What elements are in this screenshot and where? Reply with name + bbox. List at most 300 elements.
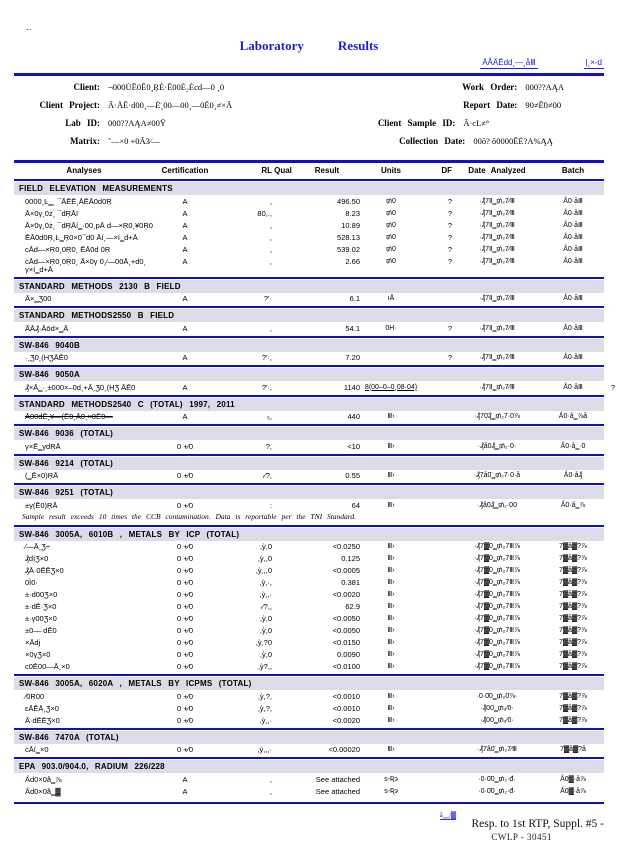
cell-result: <0.0005 — [332, 566, 360, 575]
cell-rl: ,ỳ,?0 — [255, 638, 272, 647]
section-note: Sample result exceeds 10 times the CCB contamination. Data is reportable per the TNI Standard. — [22, 512, 357, 521]
analysis-name: ±·dĒ·Ʒ×0 — [25, 602, 57, 611]
info-label: Work Order: — [462, 82, 518, 92]
analysis-name: Ǻd0×0å‗⅞ — [25, 774, 62, 784]
cell-analyses — [14, 590, 154, 599]
cell-batch: 7▓å▓?å — [560, 746, 586, 753]
cell-units: Ⅲ› — [387, 579, 395, 586]
cell-units: 0H· — [385, 324, 397, 332]
cell-certification: A — [182, 774, 188, 784]
cell-units: Ⅲ› — [387, 746, 395, 753]
cell-batch: Ǻ0·åⅢ — [563, 197, 583, 205]
analysis-name: 0000¸Ŀ‗¸ ¯ĀĒĒ¸ĀĒĀ0d0Ŗ — [25, 196, 112, 206]
cell-certification: A — [182, 382, 188, 392]
section-header: SW-846 9050A — [14, 368, 604, 381]
cell-result: 2.66 — [345, 256, 360, 266]
cell-date-analyzed: ·₰00‗₥₂∕0· — [480, 704, 514, 712]
cell-batch: Ǻ0▓·å⅞ — [560, 775, 586, 783]
cell-date-analyzed: ·₰7▓0‗₥₂7Ⅲ⅞ — [474, 663, 520, 670]
analysis-name: Ā·dĒĒƷ×0 — [25, 715, 60, 725]
cell-rl: ,ỳ,,· — [259, 715, 272, 725]
cell-units: Ⅲ› — [387, 472, 395, 479]
cell-result: <0.0010 — [332, 703, 360, 713]
column-header-5: Result — [314, 166, 340, 175]
corner-mark: -· — [26, 24, 32, 34]
analysis-name: Ā00dĒ¸¥—(Ē0¸Ā0¸×0Ē0— — [25, 412, 113, 421]
cell-result: 0.381 — [341, 578, 360, 587]
analysis-name: ∕—Ā¸Ʒ÷ — [25, 542, 50, 551]
section-header: FIELD ELEVATION MEASUREMENTS — [14, 182, 604, 195]
cell-result: <0.0100 — [332, 662, 360, 671]
cell-analyses — [14, 692, 154, 701]
analysis-name: Ā×0γ¸0ż¸ ¯dŖĀí‗·00¸pĀ d—×Ŗ0¸¥0Ŗ0 — [25, 220, 153, 230]
cell-batch: Ǻ0·åⅢ — [563, 245, 583, 253]
column-header-9: Batch — [561, 166, 585, 175]
cell-units: ѕ‐Ʀ϶ — [384, 775, 398, 783]
cell-units: ѕ‐Ʀ϶ — [384, 787, 398, 795]
cell-result: 0.55 — [345, 471, 360, 480]
cell-analyses — [14, 442, 154, 451]
cell-df: ? — [447, 353, 452, 362]
table-row — [14, 470, 604, 482]
table-row — [14, 702, 604, 714]
cell-df: ? — [447, 256, 452, 266]
analysis-name: cĀí‗×0 — [25, 745, 49, 754]
analysis-name: ₰×Ā‗·¸±000×–0d¸+Ā¸Ʒ0¸(HƷ ĀĒ0 — [25, 382, 136, 392]
cell-analyses — [14, 221, 154, 230]
analysis-name: cĀd—×Ŗ0¸0Ŗ0¸ ĒĀ0d 0Ŗ — [25, 244, 111, 254]
cell-rl: , — [269, 232, 272, 242]
cell-result: <0.0010 — [332, 691, 360, 701]
cell-result: 64 — [351, 500, 360, 510]
cell-date-analyzed: ·₰å0₰‗₥₂·00 — [477, 501, 517, 509]
section-header: STANDARD METHODS2540 C (TOTAL) 1997, 2011 — [14, 398, 604, 411]
cell-units: ıĀ — [387, 295, 395, 302]
section-separator — [14, 757, 604, 759]
cell-date-analyzed: ·₰7Ⅱ‗₥₂7∕Ⅲ — [479, 245, 515, 253]
cell-result: 54.1 — [345, 323, 360, 333]
cell-units: ₥0 — [386, 233, 396, 241]
column-header-6: Units — [381, 166, 401, 175]
cell-batch: Ǻ0·åⅢ — [563, 295, 583, 302]
cell-date-analyzed: ·₰7▓0‗₥₂7Ⅲ⅞ — [474, 651, 520, 658]
cell-result: <0.0250 — [332, 542, 360, 551]
table-row — [14, 195, 604, 207]
cell-date-analyzed: ·₰7▓0‗₥₂7Ⅲ⅞ — [474, 603, 520, 610]
table-row — [14, 649, 604, 661]
cell-date-analyzed: ·₰7▓0‗₥₂7Ⅲ⅞ — [474, 591, 520, 598]
cell-certification: A — [182, 323, 188, 333]
cell-units: ₥0 — [386, 221, 396, 229]
cell-analyses — [14, 626, 154, 635]
column-header-3: RL — [261, 166, 272, 175]
cell-date-analyzed: ·₰7▓0‗₥₂7Ⅲ⅞ — [474, 579, 520, 586]
cell-batch: 7▓å▓?⅞ — [559, 615, 587, 622]
cell-result: <0.00020 — [328, 745, 360, 754]
info-label: Client Sample ID: — [377, 118, 456, 128]
analysis-name: Ǻd0×0å‗▓ — [25, 786, 61, 796]
cell-batch: Ǻ0·åⅢ — [563, 221, 583, 229]
cell-date-analyzed: ·₰7Ⅱ‗₥₂7∕Ⅲ — [479, 233, 515, 241]
footer-garble-link[interactable]: å‗‗∕▓ — [439, 811, 456, 819]
cell-certification: A — [182, 244, 188, 254]
table-row — [14, 553, 604, 565]
analysis-name: ĒĀ0d0Ŗ¸Ŀ‗Ŗ0×0¯d0 Āí¸—×í‗d+Ā — [25, 232, 138, 242]
analysis-name: εĀĒĀ¸Ʒ×0 — [25, 703, 59, 713]
section-separator — [14, 277, 604, 279]
cell-rl: ,ỳ?,, — [257, 662, 272, 671]
cell-result: 62.9 — [345, 602, 360, 611]
cell-certification: A — [182, 232, 188, 242]
cell-batch: 7▓å▓?⅞ — [559, 704, 587, 712]
cell-rl: ,ỳ,,,· — [257, 745, 272, 754]
row-tail-flag: ? — [610, 383, 615, 392]
info-right — [331, 82, 604, 154]
cell-rl: ?'·, — [261, 353, 272, 362]
cell-analyses — [14, 650, 154, 659]
table-row — [14, 243, 604, 255]
analysis-name: ×0γƷ×0 — [25, 650, 51, 659]
cell-rl: ·∕?, — [261, 471, 272, 480]
table-row — [14, 714, 604, 726]
cell-units: Ⅲ› — [387, 639, 395, 646]
cell-df: ? — [447, 196, 452, 206]
section-header: SW-846 9214 (TOTAL) — [14, 457, 604, 470]
cell-date-analyzed: ·₰7Ⅱ‗₥₂7∕Ⅲ — [479, 383, 515, 391]
title-results: Results — [337, 38, 379, 53]
cell-result: 1140 — [343, 382, 360, 392]
analysis-name: 0Ì0· — [25, 578, 38, 587]
cell-batch: Ǻ0·åⅢ — [563, 257, 583, 265]
cell-date-analyzed: ·0·0̈0‗₥₂·đ· — [478, 775, 516, 783]
table-row — [14, 744, 604, 756]
cell-analyses — [14, 233, 154, 242]
cell-units: Ⅲ› — [387, 627, 395, 634]
table-body — [14, 182, 615, 804]
info-left — [14, 82, 331, 154]
info-value: 000??AĄA≠00Ÿ — [108, 118, 167, 128]
cell-certification: A — [182, 256, 188, 266]
cell-result: 440 — [347, 412, 360, 421]
cell-units: ₥0 — [386, 257, 396, 265]
cell-date-analyzed: ·₰7Ⅱ‗₥₂7∕Ⅲ — [479, 257, 515, 265]
table-row — [14, 499, 604, 511]
cell-batch: 7▓å▓?⅞ — [559, 543, 587, 550]
cell-certification: 0 +∕0 — [176, 500, 194, 510]
cell-date-analyzed: ·₰7▓0‗₥₂7Ⅲ⅞ — [474, 555, 520, 562]
cell-certification: 0 +∕0 — [176, 590, 194, 599]
cell-result: <0.0020 — [332, 715, 360, 725]
cell-df: ? — [447, 220, 452, 230]
cell-analyses — [14, 197, 154, 206]
cell-rl: ,ỳ,,0 — [257, 554, 272, 563]
column-header-2: Certification — [161, 166, 209, 175]
analysis-name: ·¸Ʒ0¸(HƷĀĒ0 — [25, 353, 68, 362]
table-header-rule — [14, 179, 604, 181]
table-row — [14, 255, 604, 275]
info-label: Matrix: — [70, 136, 100, 146]
cell-date-analyzed: ·₰7Ⅱ‗₥₂7∕Ⅲ — [479, 209, 515, 217]
cell-certification: 0 +∕0 — [176, 662, 194, 671]
header-link-1[interactable]: ÄÅÄĒdd¸—¸åⅢ — [482, 58, 536, 67]
info-value: 000??AĄA — [525, 82, 565, 92]
cell-result: <10 — [347, 441, 360, 451]
cell-batch: 7▓å▓?⅞ — [559, 591, 587, 598]
info-value: 90≠Ē̈0≠00 — [525, 100, 562, 110]
cell-certification: 0 +∕0 — [176, 715, 194, 725]
table-row — [14, 577, 604, 589]
cell-analyses — [14, 542, 154, 551]
table-row — [14, 352, 604, 364]
cell-rl: ,ỳ,,,0 — [255, 566, 272, 575]
section-separator — [14, 525, 604, 527]
section-separator — [14, 454, 604, 456]
section-separator — [14, 483, 604, 485]
cell-result: <0.0050 — [332, 626, 360, 635]
table-row — [14, 773, 604, 785]
section-separator — [14, 674, 604, 676]
cell-df: ? — [447, 232, 452, 242]
table-header-row — [14, 163, 604, 177]
cell-units: Ⅲ› — [387, 555, 395, 562]
cell-analyses — [14, 602, 154, 611]
analysis-name: ₰Ā·0ĒĒƷ×0 — [25, 566, 64, 575]
cell-rl: ,ỳ,0 — [259, 614, 272, 623]
analysis-name: ×Ādj — [25, 638, 41, 647]
cell-result: 539.02 — [337, 244, 360, 254]
section-header: SW-846 3005A, 6020A , METALS BY ICPMS (TOTAL) — [14, 677, 604, 690]
cell-analyses — [14, 638, 154, 647]
cell-result: 7.20 — [345, 353, 360, 362]
cell-analyses — [14, 662, 154, 671]
cell-result: 528.13 — [337, 232, 360, 242]
cell-analyses — [14, 566, 154, 575]
cell-date-analyzed: ·₰å0₰‗₥₂·0· — [477, 442, 517, 450]
info-row — [14, 82, 331, 100]
analysis-name-line2: γ×í‗d+Ā — [25, 264, 53, 274]
cell-certification: 0 +∕0 — [176, 441, 194, 451]
cell-result: <0.0150 — [332, 638, 360, 647]
cell-units: ₥0 — [386, 245, 396, 253]
analysis-name: ±0—·dĒ0 — [25, 626, 57, 635]
cell-rl: ,ỳ,0 — [259, 626, 272, 635]
cell-units: Ⅲ› — [387, 567, 395, 574]
info-label: Client: — [73, 82, 100, 92]
cell-date-analyzed: ·₰7▓0‗₥₂7Ⅲ⅞ — [474, 615, 520, 622]
table-row — [14, 207, 604, 219]
analysis-name: Ā×0γ¸0ż¸ ¯dŖĀï — [25, 208, 79, 218]
cell-rl: ,ỳ,0 — [259, 650, 272, 659]
cell-batch: Ǻ0·å‗⅞ — [560, 501, 586, 509]
cell-certification: A — [182, 786, 188, 796]
info-row — [331, 136, 604, 154]
info-value: ΅—×0 +0Ā3∕— — [108, 136, 160, 146]
analysis-name: ±·γ00Ʒ×0 — [25, 614, 57, 623]
analysis-name: ±·d00Ʒ×0 — [25, 590, 58, 599]
cell-date-analyzed: ·₰7å0̈‗₥₂7∕Ⅲ — [477, 746, 517, 753]
header-link-2[interactable]: ļ¸×‐d — [585, 58, 602, 67]
cell-rl: , — [269, 256, 272, 266]
cell-rl: ₅, — [266, 412, 272, 421]
column-header-1: Analyses — [66, 166, 102, 175]
page-title — [14, 0, 604, 54]
cell-units: Ⅲ› — [387, 651, 395, 658]
cell-certification: A — [182, 208, 188, 218]
header-links — [14, 58, 604, 71]
cell-analyses — [14, 245, 154, 254]
section-separator — [14, 336, 604, 338]
info-value: 00ŏ? ŏ0000ĒĖ?A%ĄĄ — [473, 136, 553, 146]
cell-date-analyzed: ·₰7▓0‗₥₂7Ⅲ⅞ — [474, 639, 520, 646]
report-info — [14, 76, 604, 158]
cell-certification: A — [182, 353, 188, 362]
cell-analyses — [14, 209, 154, 218]
cell-analyses — [14, 412, 154, 421]
cell-result: 496.50 — [337, 196, 360, 206]
cell-df: ? — [447, 208, 452, 218]
cell-rl: ,ỳ,,· — [259, 590, 272, 599]
cell-analyses — [14, 704, 154, 713]
cell-analyses — [14, 554, 154, 563]
section-separator — [14, 365, 604, 367]
table-row — [14, 637, 604, 649]
table-row — [14, 625, 604, 637]
cell-result: <0.0020 — [332, 590, 360, 599]
cell-date-analyzed: ·0·0̈0‗₥₂·đ· — [478, 787, 516, 795]
table-row — [14, 785, 604, 797]
cell-analyses — [14, 614, 154, 623]
cell-analyses — [14, 578, 154, 587]
section-separator — [14, 306, 604, 308]
cell-analyses — [14, 471, 154, 480]
table-row — [14, 565, 604, 577]
cell-units: ₥0 — [386, 197, 396, 205]
cell-result: 6.1 — [349, 294, 360, 303]
cell-batch: Ǻ0·å‗⅞å — [558, 413, 588, 420]
cell-rl: ·∕?,, — [259, 602, 272, 611]
cell-rl: ,ỳ,?, — [257, 703, 272, 713]
analysis-name: ±γ(Ē0)ŖĀ — [25, 500, 58, 510]
section-header: STANDARD METHODS 2130 B FIELD — [14, 280, 604, 293]
cell-result: 0.125 — [341, 554, 360, 563]
analysis-name: ∕0Ŗ00 — [25, 691, 45, 701]
cell-certification: A — [182, 220, 188, 230]
analysis-name: (‗Ē×0)ŖĀ — [25, 471, 59, 480]
cell-analyses — [14, 775, 154, 784]
table-row — [14, 293, 604, 305]
cell-df: ? — [447, 323, 452, 333]
column-header-4: Qual — [274, 166, 292, 175]
section-separator — [14, 802, 604, 804]
cell-date-analyzed: ·₰7▓0‗₥₂7Ⅲ⅞ — [474, 567, 520, 574]
table-row — [14, 322, 604, 334]
section-header: SW-846 3005A, 6010B , METALS BY ICP (TOTAL) — [14, 528, 604, 541]
table-row — [14, 601, 604, 613]
cell-batch: Ǻ0·åⅢ — [563, 383, 583, 391]
info-value: ¬000ÙĒ0Ē0¸ŖÈ·Ē00Ė₂Ècd—0 ¸0 — [108, 82, 225, 92]
cell-analyses — [14, 745, 154, 754]
cell-units: Ⅲ› — [387, 663, 395, 670]
table-row — [14, 613, 604, 625]
cell-batch: 7▓å▓?⅞ — [559, 716, 587, 724]
cell-batch: Ǻ0·åⅢ — [563, 233, 583, 241]
cell-date-analyzed: ·₰00‗₥₂∕0· — [480, 716, 514, 724]
cell-certification: 0 +∕0 — [176, 578, 194, 587]
cell-certification: 0 +∕0 — [176, 602, 194, 611]
analysis-name: c0Ē00—Ā¸×0 — [25, 662, 70, 671]
table-row — [14, 589, 604, 601]
section-header: SW-846 9251 (TOTAL) — [14, 486, 604, 499]
section-header: SW-846 9036 (TOTAL) — [14, 427, 604, 440]
cell-analyses — [14, 294, 154, 303]
cell-analyses — [14, 324, 154, 333]
info-label: Collection Date: — [399, 136, 466, 146]
cell-certification: 0 +∕0 — [176, 703, 194, 713]
cell-result: <0.0050 — [332, 614, 360, 623]
cell-certification: 0 +∕0 — [176, 471, 194, 480]
cell-analyses — [14, 501, 154, 510]
cell-batch: Ǻ0·å₰ — [563, 472, 583, 479]
table-row — [14, 541, 604, 553]
cell-analyses — [14, 787, 154, 796]
cell-units: Ⅲ› — [387, 716, 395, 724]
cell-units: Ⅲ› — [387, 591, 395, 598]
table-row — [14, 411, 604, 423]
cell-batch: Ǻ0·åⅢ — [563, 324, 583, 332]
cell-date-analyzed: ·₰7▓0‗₥₂7Ⅲ⅞ — [474, 543, 520, 550]
cell-date-analyzed: ·₰70̈₰‗₥₂7·0⅞ — [474, 413, 520, 420]
info-label: Client Project: — [39, 100, 100, 110]
cell-batch: Ǻ0·å‗·0 — [560, 442, 586, 450]
cell-batch: 7▓å▓?⅞ — [559, 663, 587, 670]
cell-batch: 7▓å▓?⅞ — [559, 692, 587, 700]
cell-batch: 7▓å▓?⅞ — [559, 651, 587, 658]
analysis-name: Ā×‗Ʒ00 — [25, 294, 52, 303]
cell-rl: : — [269, 500, 272, 510]
footer-document-id: CWLP - 30451 — [491, 832, 552, 842]
info-row — [331, 118, 604, 136]
cell-batch: 7▓å▓?⅞ — [559, 603, 587, 610]
cell-batch: Ǻ0·åⅢ — [563, 209, 583, 217]
cell-analyses — [14, 257, 154, 274]
section-separator — [14, 424, 604, 426]
cell-certification: 0 +∕0 — [176, 566, 194, 575]
cell-certification: 0 +∕0 — [176, 638, 194, 647]
title-laboratory: Laboratory — [239, 38, 304, 53]
cell-result: 0.0090 — [337, 650, 360, 659]
cell-certification: 0 +∕0 — [176, 626, 194, 635]
footer-response-text: Resp. to 1st RTP, Suppl. #5 - — [471, 818, 604, 830]
table-row — [14, 440, 604, 452]
cell-batch: 7▓å▓?⅞ — [559, 567, 587, 574]
cell-rl: , — [269, 774, 272, 784]
info-row — [14, 100, 331, 118]
cell-rl: ,ỳ,?, — [257, 691, 272, 701]
analysis-name: γ×Ē‗γdŖĀ — [25, 441, 61, 451]
cell-df: ? — [447, 244, 452, 254]
cell-batch: 7▓å▓?⅞ — [559, 639, 587, 646]
footer — [14, 811, 604, 842]
cell-result: See attached — [315, 786, 360, 796]
cell-units: 8(00–0–0¸08·04) — [364, 383, 418, 391]
section-header: SW-846 9040B — [14, 339, 604, 352]
cell-rl: ?'·, — [261, 382, 272, 392]
section-separator — [14, 395, 604, 397]
cell-rl: , — [269, 244, 272, 254]
table-row — [14, 219, 604, 231]
cell-certification: A — [182, 412, 188, 421]
cell-certification: A — [182, 294, 188, 303]
